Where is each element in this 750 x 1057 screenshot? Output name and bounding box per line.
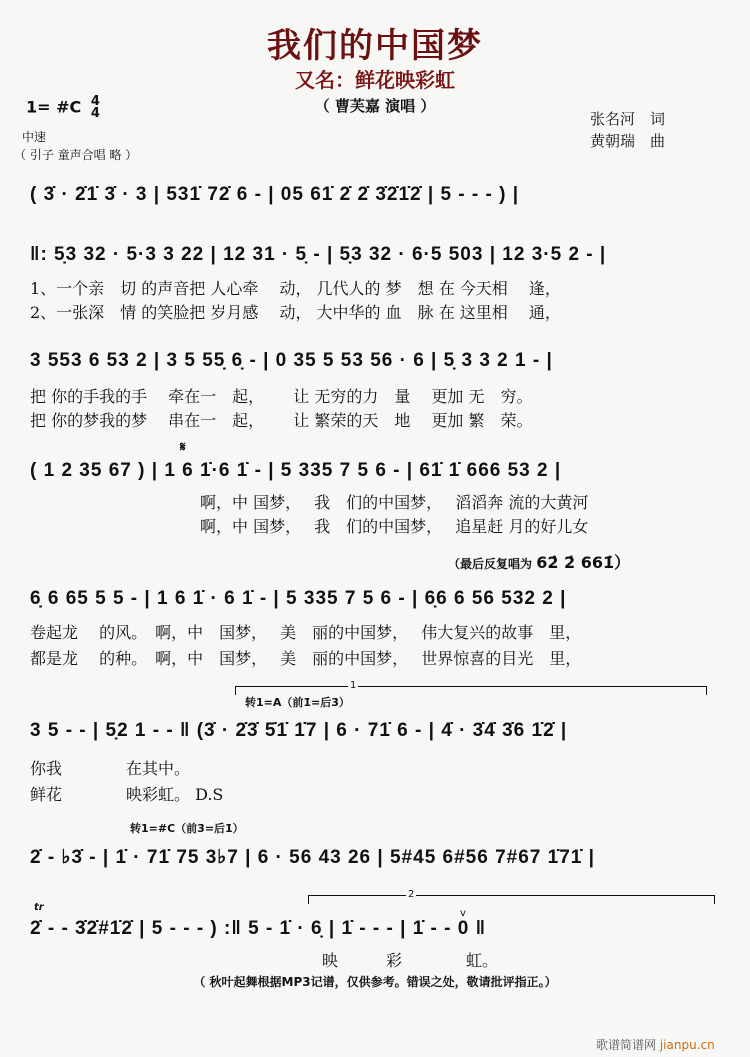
volta-2-number: 2 <box>408 889 415 900</box>
watermark <box>596 1036 715 1053</box>
system-2-lyric-verse-1: 1、一个亲 切 的声音把 人心牵 动， 几代人的 梦 想 在 今天相 逢， <box>30 279 561 298</box>
watermark-domain: jianpu.cn <box>659 1038 715 1052</box>
composer-credit: 黄朝瑞 曲 <box>590 132 666 150</box>
transcriber-note: （ 秋叶起舞根据MP3记谱，仅供参考。错误之处，敬请批评指正。） <box>193 975 557 989</box>
system-6-lyric-verse-2: 鲜花 映彩虹。 D.S <box>30 785 224 804</box>
key-label: 1= #C <box>26 97 82 117</box>
final-repeat-note <box>448 550 630 573</box>
key-signature <box>26 96 100 120</box>
system-8-notes: 2̇ - - 3̇2̇#1̇2̇ | 5 - - - ) :‖ 5 - 1̇ · 6̣ | 1̇ - - - | 1̇ - - 0 ‖ <box>30 918 487 939</box>
time-bottom: 4 <box>90 106 100 121</box>
breath-mark: v <box>460 908 466 919</box>
system-6-notes: 3 5 - - | 5̣2 1 - - ‖ (3̇ · 2̇3̇ 5̇1̇ 1̇7 | 6 · 71̇ 6 - | 4̇ · 3̇4̇ 3̇6 1̇2̇ | <box>30 720 568 741</box>
time-signature <box>91 96 100 120</box>
system-5-lyric-verse-2: 都是龙 的种。 啊，中 国梦， 美 丽的中国梦， 世界惊喜的目光 里， <box>30 649 582 668</box>
system-3-notes: 3 553 6 53 2 | 3 5 55̣ 6̣ - | 0 35 5 53 56 · 6 | 5̣ 3 3 2 1 - | <box>30 350 553 371</box>
system-5-notes: 6̣ 6 65 5 5 - | 1 6 1̇ · 6 1̇ - | 5 335 7 5 6 - | 6̣6 6 56 532 2 | <box>30 588 567 609</box>
system-3-lyric-verse-2: 把 你的梦我的梦 串在一 起， 让 繁荣的天 地 更加 繁 荣。 <box>30 411 533 430</box>
system-5-lyric-verse-1: 卷起龙 的风。 啊，中 国梦， 美 丽的中国梦， 伟大复兴的故事 里， <box>30 623 582 642</box>
modulation-2: 转1=#C（前3̇=后1̇） <box>130 822 244 835</box>
final-repeat-notes: 62̇ 2̇ 661̇） <box>536 553 631 572</box>
intro-note: （ 引子 童声合唱 略 ） <box>14 148 138 162</box>
singer-credit: （ 曹芙嘉 演唱 ） <box>314 97 436 115</box>
system-8-lyric: 映 彩 虹。 <box>322 951 499 970</box>
system-4-lyric-verse-1: 啊，中 国梦， 我 们的中国梦， 滔滔奔 流的大黄河 <box>200 493 589 512</box>
system-1-notes: ( 3̇ · 2̇1̇ 3̇ · 3 | 531̇ 72̇ 6 - | 05 61̇ 2̇ 2̇ 3̇2̇1̇2̇ | 5 - - - ) | <box>30 184 520 205</box>
system-4-lyric-verse-2: 啊，中 国梦， 我 们的中国梦， 追星赶 月的好儿女 <box>200 517 589 536</box>
modulation-1: 转1=A（前1̇=后3̇） <box>245 696 350 709</box>
final-repeat-label: （最后反复唱为 <box>448 557 533 571</box>
system-2-notes: ‖: 5̣3 32 · 5·3 3 22 | 12 31 · 5̣ - | 5̣3 32 · 6·5 503 | 12 3·5 2 - | <box>30 244 607 265</box>
segno-icon: 𝄋 <box>180 440 186 455</box>
system-3-lyric-verse-1: 把 你的手我的手 牵在一 起， 让 无穷的力 量 更加 无 穷。 <box>30 387 533 406</box>
song-subtitle: 又名：鲜花映彩虹 <box>295 68 455 92</box>
system-4-notes: ( 1 2 35 67 ) | 1 6 1̇·6 1̇ - | 5 335 7 5 6 - | 61̇ 1̇ 666 53 2 | <box>30 460 562 481</box>
volta-1-number: 1 <box>350 680 357 691</box>
system-7-notes: 2̇ - ♭3̇ - | 1̇ · 71̇ 75 3♭7 | 6 · 56 43 26 | 5#45 6#56 7#67 1̇71̇ | <box>30 847 595 868</box>
trill-mark: tr <box>34 902 44 913</box>
system-6-lyric-verse-1: 你我 在其中。 <box>30 759 191 778</box>
volta-2-bracket <box>308 895 715 904</box>
system-2-lyric-verse-2: 2、一张深 情 的笑脸把 岁月感 动， 大中华的 血 脉 在 这里相 通， <box>30 303 561 322</box>
song-title: 我们的中国梦 <box>267 26 483 66</box>
credits <box>590 108 665 152</box>
time-top: 4 <box>90 94 100 109</box>
tempo-marking: 中速 <box>22 130 47 144</box>
lyricist-credit: 张名河 词 <box>590 110 666 128</box>
watermark-site: 歌谱简谱网 <box>596 1038 657 1052</box>
